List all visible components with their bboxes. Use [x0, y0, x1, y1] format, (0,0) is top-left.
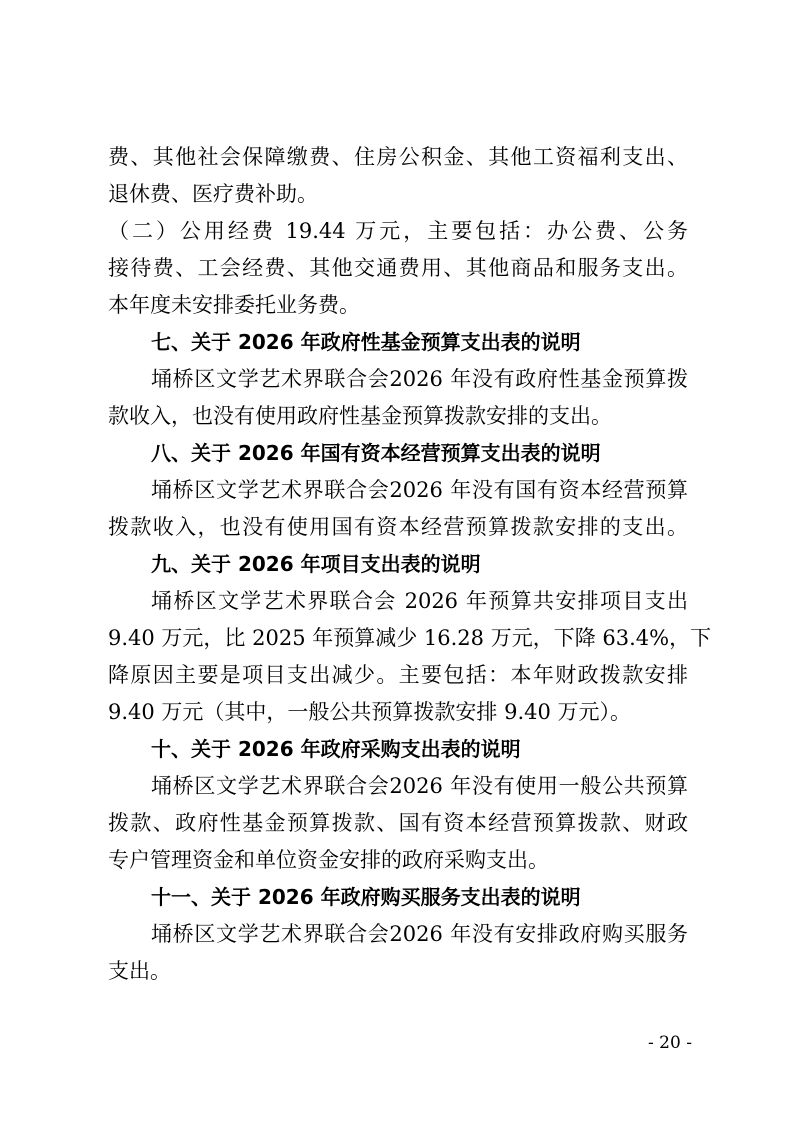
section-heading-10: 十、关于 2026 年政府采购支出表的说明: [151, 737, 521, 761]
body-text-line: （二）公用经费 19.44 万元，主要包括：办公费、公务: [108, 219, 688, 243]
section-heading-8: 八、关于 2026 年国有资本经营预算支出表的说明: [151, 441, 601, 465]
body-text-line: 费、其他社会保障缴费、住房公积金、其他工资福利支出、: [108, 145, 688, 169]
section-heading-11: 十一、关于 2026 年政府购买服务支出表的说明: [151, 885, 581, 909]
body-text-line: 埇桥区文学艺术界联合会2026 年没有国有资本经营预算: [151, 478, 688, 502]
section-heading-9: 九、关于 2026 年项目支出表的说明: [151, 552, 481, 576]
body-text-line: 拨款、政府性基金预算拨款、国有资本经营预算拨款、财政: [108, 811, 688, 835]
section-heading-7: 七、关于 2026 年政府性基金预算支出表的说明: [151, 330, 581, 354]
body-text-line: 埇桥区文学艺术界联合会2026 年没有政府性基金预算拨: [151, 367, 688, 391]
body-text-line: 退休费、医疗费补助。: [108, 182, 318, 206]
body-text-line: 降原因主要是项目支出减少。主要包括：本年财政拨款安排: [108, 663, 688, 687]
body-text-line: 埇桥区文学艺术界联合会2026 年没有安排政府购买服务: [151, 922, 688, 946]
body-text-line: 埇桥区文学艺术界联合会2026 年没有使用一般公共预算: [151, 774, 688, 798]
page-number: - 20 -: [648, 1033, 692, 1053]
body-text-line: 9.40 万元（其中，一般公共预算拨款安排 9.40 万元）。: [108, 700, 632, 724]
body-text-line: 拨款收入，也没有使用国有资本经营预算拨款安排的支出。: [108, 515, 688, 539]
body-text-line: 支出。: [108, 959, 171, 983]
body-text-line: 款收入，也没有使用政府性基金预算拨款安排的支出。: [108, 404, 612, 428]
body-text-line: 接待费、工会经费、其他交通费用、其他商品和服务支出。: [108, 256, 688, 280]
body-text-line: 本年度未安排委托业务费。: [108, 293, 360, 317]
body-text-line: 埇桥区文学艺术界联合会 2026 年预算共安排项目支出: [151, 589, 688, 613]
body-text-line: 9.40 万元，比 2025 年预算减少 16.28 万元，下降 63.4%，下: [108, 626, 712, 650]
body-text-line: 专户管理资金和单位资金安排的政府采购支出。: [108, 848, 549, 872]
